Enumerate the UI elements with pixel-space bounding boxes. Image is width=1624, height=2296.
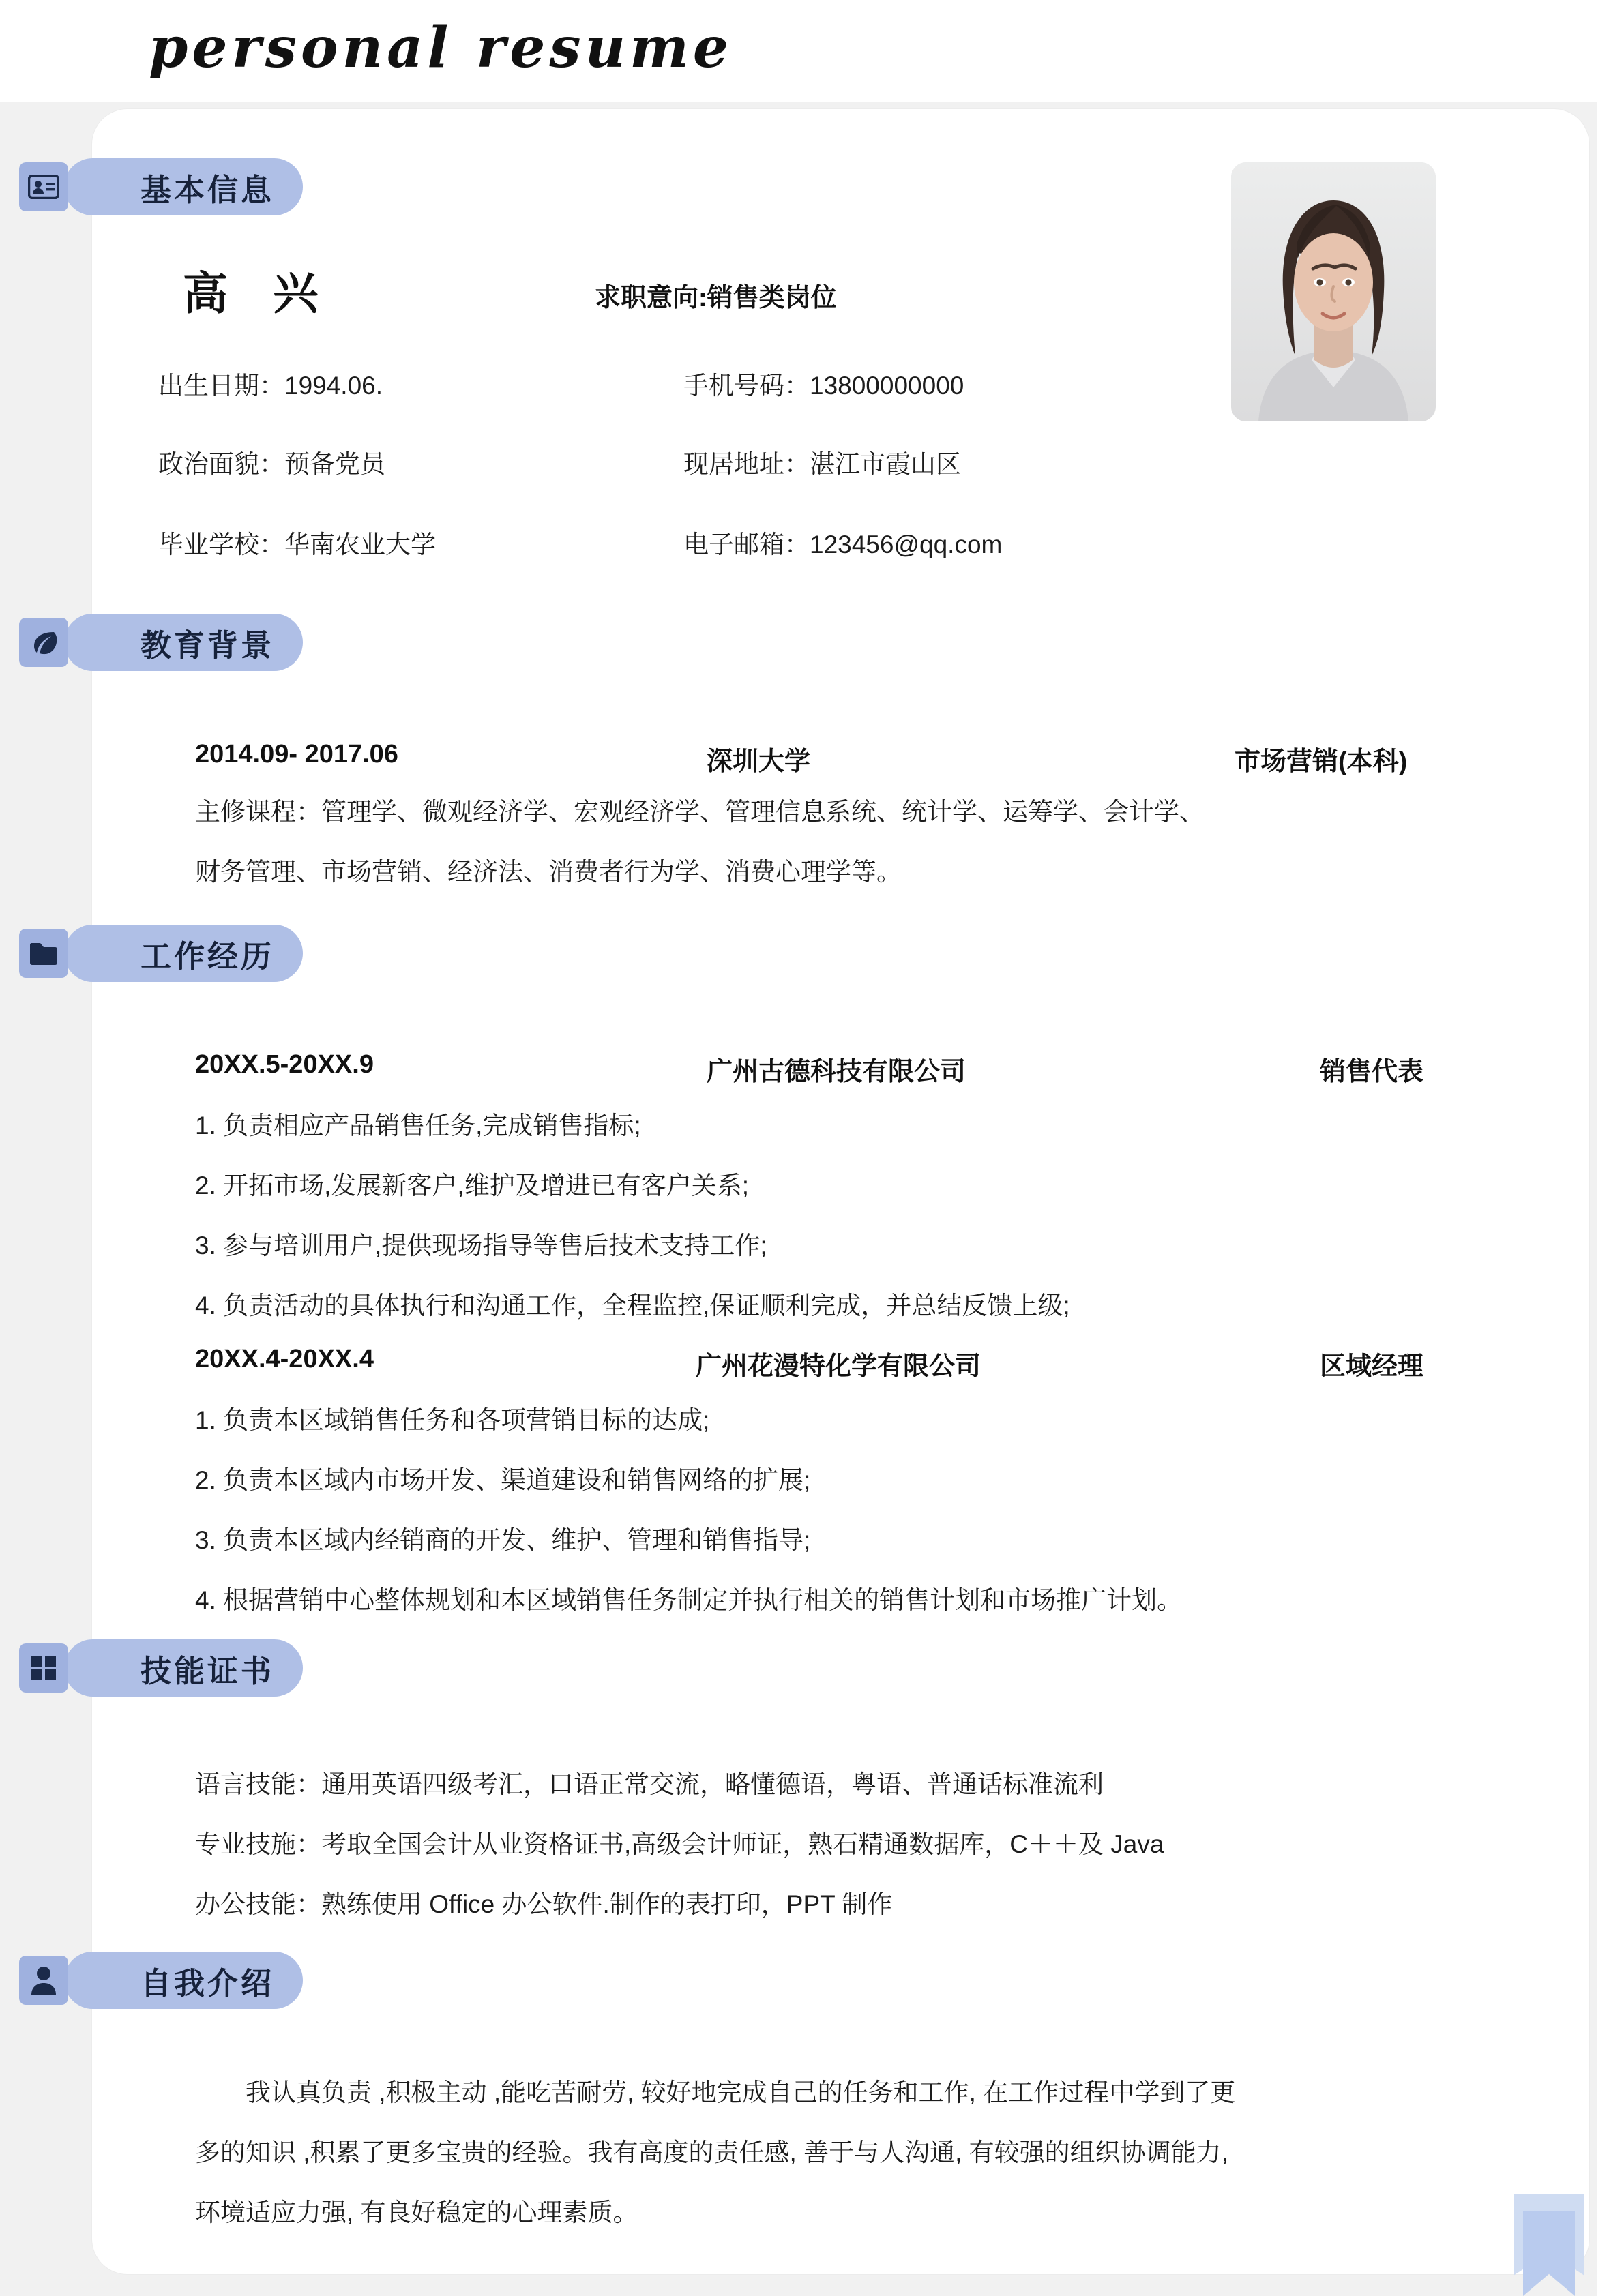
skill-line-0: 语言技能：通用英语四级考汇，口语正常交流，略懂德语，粤语、普通话标准流利 bbox=[195, 1770, 1104, 1798]
section-education-label: 教育背景 bbox=[141, 627, 275, 663]
field-political-label: 政治面貌： bbox=[158, 450, 284, 478]
skill-line-2: 办公技能：熟练使用 Office 办公软件.制作的表打印，PPT 制作 bbox=[195, 1890, 893, 1918]
field-school-value: 华南农业大学 bbox=[284, 531, 436, 558]
section-basic-info bbox=[0, 158, 382, 215]
field-school-label: 毕业学校： bbox=[158, 531, 284, 558]
section-basic-info-label: 基本信息 bbox=[141, 172, 275, 207]
section-experience-label: 工作经历 bbox=[141, 938, 275, 974]
job-0-date: 20XX.5-20XX.9 bbox=[195, 1050, 374, 1079]
field-address-value: 湛江市霞山区 bbox=[810, 450, 961, 478]
education-date: 2014.09- 2017.06 bbox=[195, 740, 398, 769]
field-address bbox=[683, 443, 961, 480]
job-1-duty-3: 4. 根据营销中心整体规划和本区域销售任务制定并执行相关的销售计划和市场推广计划。 bbox=[195, 1586, 1183, 1614]
job-1-duty-1: 2. 负责本区域内市场开发、渠道建设和销售网络的扩展; bbox=[195, 1466, 811, 1494]
folder-icon bbox=[19, 929, 68, 978]
section-basic-info-pill bbox=[64, 158, 303, 215]
section-experience-pill bbox=[64, 925, 303, 982]
field-birthdate-value: 1994.06. bbox=[284, 372, 383, 400]
section-education bbox=[0, 614, 368, 671]
field-email bbox=[683, 524, 1002, 561]
field-address-label: 现居地址： bbox=[683, 450, 810, 478]
section-experience bbox=[0, 925, 368, 982]
job-1-duty-2: 3. 负责本区域内经销商的开发、维护、管理和销售指导; bbox=[195, 1526, 811, 1554]
field-political-value: 预备党员 bbox=[284, 450, 385, 478]
education-courses-line-1: 主修课程：管理学、微观经济学、宏观经济学、管理信息系统、统计学、运筹学、会计学、 bbox=[195, 798, 1205, 826]
job-0-duty-3: 4. 负责活动的具体执行和沟通工作，全程监控,保证顺利完成，并总结反馈上级; bbox=[195, 1292, 1070, 1320]
job-1-company: 广州花漫特化学有限公司 bbox=[696, 1352, 981, 1381]
id-card-icon bbox=[19, 162, 68, 211]
job-0-role: 销售代表 bbox=[1320, 1058, 1424, 1086]
page-right-margin bbox=[1597, 0, 1624, 2296]
field-email-label: 电子邮箱： bbox=[683, 531, 810, 558]
field-school bbox=[158, 524, 436, 561]
person-icon bbox=[19, 1956, 68, 2005]
candidate-name: 高 兴 bbox=[183, 268, 335, 318]
self-intro-line-1: 多的知识 ,积累了更多宝贵的经验。我有高度的责任感, 善于与人沟通, 有较强的组织协调能力, bbox=[195, 2138, 1228, 2166]
field-email-value: 123456@qq.com bbox=[810, 531, 1003, 558]
decorative-ribbon bbox=[1514, 2194, 1584, 2296]
job-1-date: 20XX.4-20XX.4 bbox=[195, 1345, 374, 1373]
section-education-pill bbox=[64, 614, 303, 671]
field-political bbox=[158, 443, 385, 480]
job-1-role: 区域经理 bbox=[1320, 1352, 1424, 1381]
section-self-intro-pill bbox=[64, 1952, 303, 2009]
section-skills bbox=[0, 1639, 368, 1697]
job-intent: 求职意向:销售类岗位 bbox=[595, 284, 837, 312]
job-0-company: 广州古德科技有限公司 bbox=[707, 1058, 966, 1086]
education-courses-line-2: 财务管理、市场营销、经济法、消费者行为学、消费心理学等。 bbox=[195, 858, 902, 886]
skill-line-1: 专业技施：考取全国会计从业资格证书,高级会计师证，熟石精通数据库，C＋＋及 Java bbox=[195, 1830, 1164, 1858]
job-1-duty-0: 1. 负责本区域销售任务和各项营销目标的达成; bbox=[195, 1406, 710, 1434]
job-0-duty-1: 2. 开拓市场,发展新客户,维护及增进已有客户关系; bbox=[195, 1172, 749, 1199]
field-phone-label: 手机号码： bbox=[683, 372, 810, 400]
windows-icon bbox=[19, 1643, 68, 1693]
education-school: 深圳大学 bbox=[707, 747, 811, 776]
section-self-intro-label: 自我介绍 bbox=[141, 1965, 275, 2001]
avatar bbox=[1231, 162, 1436, 421]
leaf-icon bbox=[19, 618, 68, 667]
self-intro-line-2: 环境适应力强, 有良好稳定的心理素质。 bbox=[195, 2198, 638, 2226]
page-title: personal resume bbox=[149, 15, 733, 80]
job-0-duty-0: 1. 负责相应产品销售任务,完成销售指标; bbox=[195, 1112, 641, 1139]
field-phone-value: 13800000000 bbox=[810, 372, 964, 400]
field-phone bbox=[683, 365, 964, 402]
section-self-intro bbox=[0, 1952, 368, 2009]
field-birthdate-label: 出生日期： bbox=[158, 372, 284, 400]
self-intro-line-0: 我认真负责 ,积极主动 ,能吃苦耐劳, 较好地完成自己的任务和工作, 在工作过程中学到了更 bbox=[195, 2078, 1236, 2106]
section-skills-label: 技能证书 bbox=[141, 1653, 275, 1688]
ribbon-front bbox=[1523, 2211, 1575, 2296]
section-skills-pill bbox=[64, 1639, 303, 1697]
education-major: 市场营销(本科) bbox=[1235, 747, 1408, 776]
field-birthdate bbox=[158, 365, 383, 402]
job-0-duty-2: 3. 参与培训用户,提供现场指导等售后技术支持工作; bbox=[195, 1232, 767, 1259]
